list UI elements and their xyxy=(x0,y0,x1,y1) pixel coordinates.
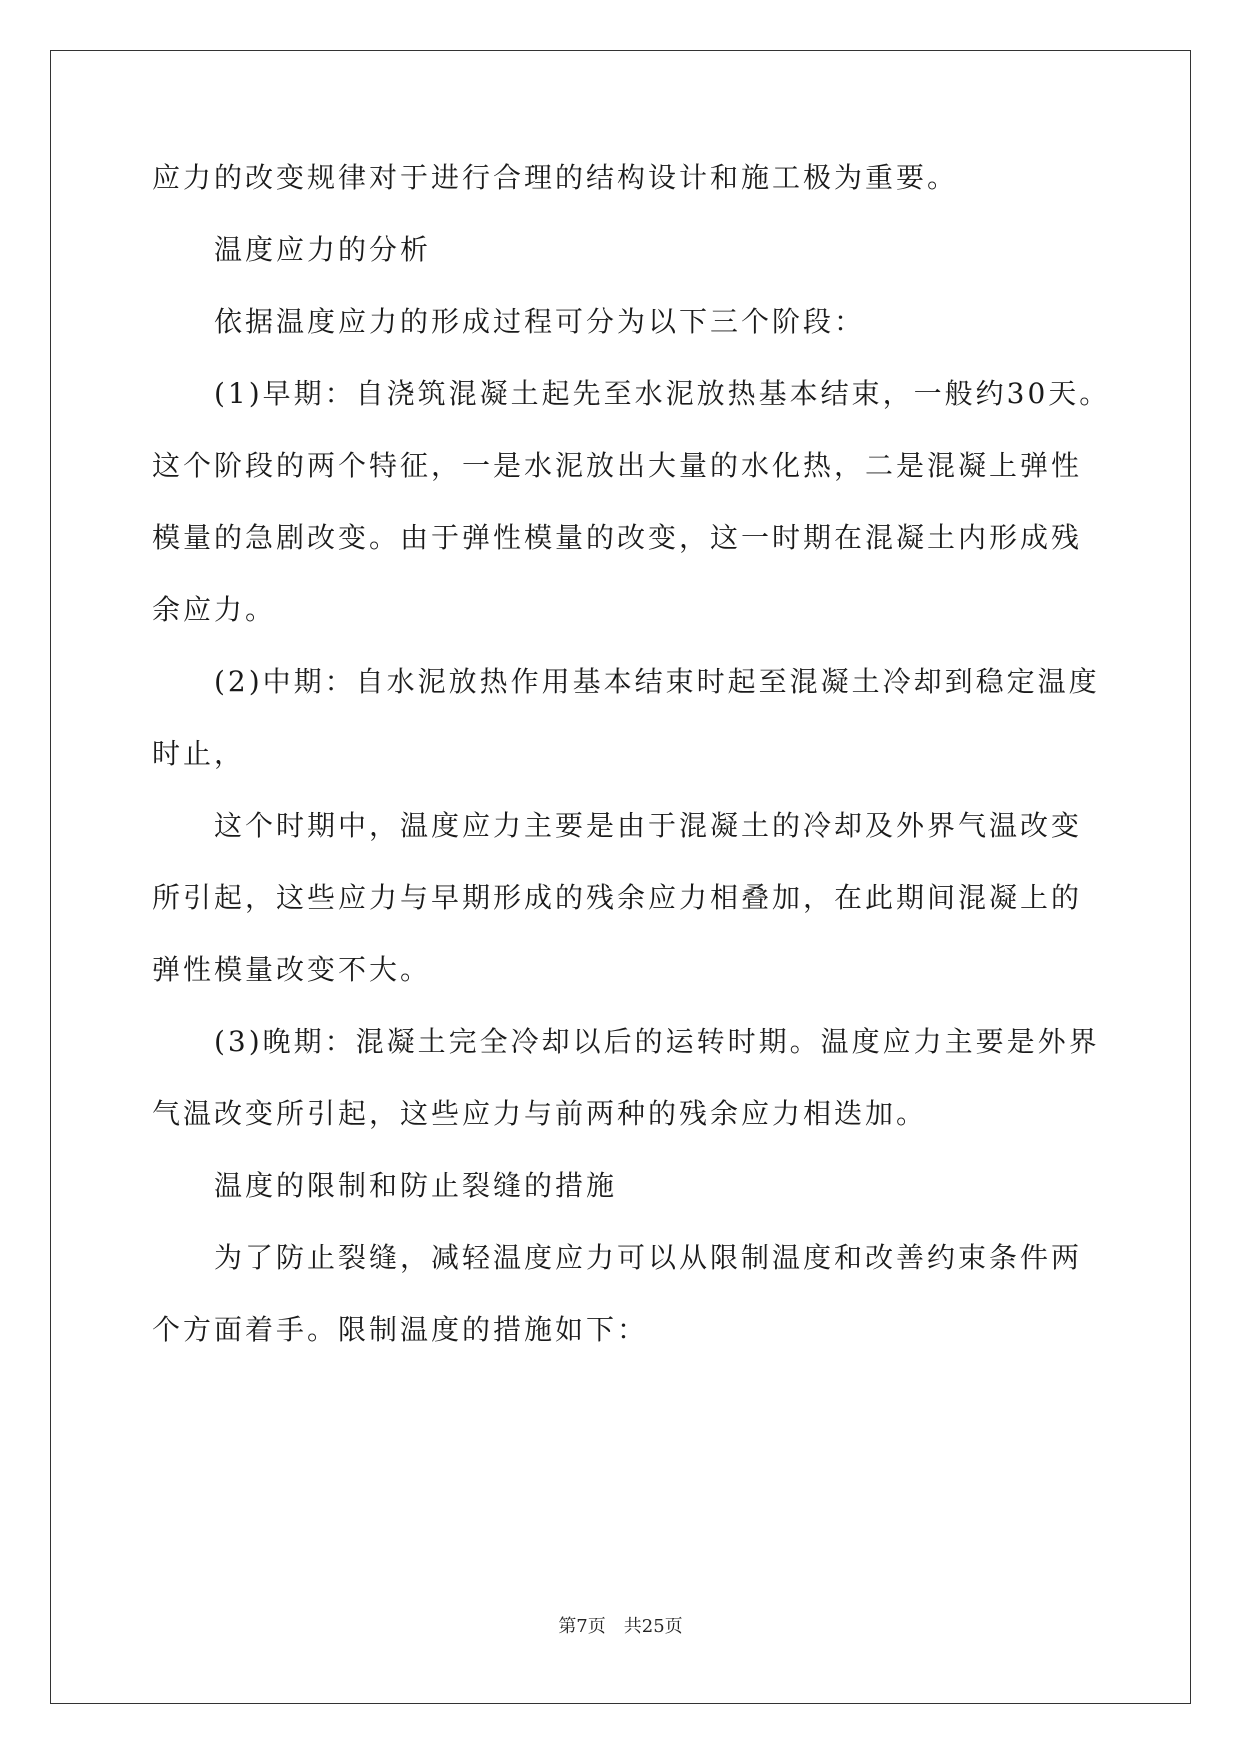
page-frame xyxy=(50,50,1191,1704)
text-line: (3)晚期：混凝土完全冷却以后的运转时期。温度应力主要是外界 xyxy=(214,1025,1100,1058)
text-line: 弹性模量改变不大。 xyxy=(152,953,432,986)
text-line: 这个时期中，温度应力主要是由于混凝土的冷却及外界气温改变 xyxy=(214,809,1083,842)
text-line: 这个阶段的两个特征，一是水泥放出大量的水化热，二是混凝上弹性 xyxy=(152,449,1083,482)
text-line: 所引起，这些应力与早期形成的残余应力相叠加，在此期间混凝上的 xyxy=(152,881,1083,914)
page-number: 第7页 共25页 xyxy=(558,1616,683,1637)
text-line: (2)中期：自水泥放热作用基本结束时起至混凝土冷却到稳定温度 xyxy=(214,665,1100,698)
text-line: 应力的改变规律对于进行合理的结构设计和施工极为重要。 xyxy=(152,161,959,194)
text-line: 依据温度应力的形成过程可分为以下三个阶段： xyxy=(214,305,866,338)
section-heading: 温度的限制和防止裂缝的措施 xyxy=(214,1169,618,1202)
text-line: 模量的急剧改变。由于弹性模量的改变，这一时期在混凝土内形成残 xyxy=(152,521,1083,554)
text-line: (1)早期：自浇筑混凝土起先至水泥放热基本结束，一般约30天。 xyxy=(214,377,1111,410)
text-line: 个方面着手。限制温度的措施如下： xyxy=(152,1313,649,1346)
text-line: 为了防止裂缝，减轻温度应力可以从限制温度和改善约束条件两 xyxy=(214,1241,1083,1274)
text-line: 气温改变所引起，这些应力与前两种的残余应力相迭加。 xyxy=(152,1097,928,1130)
section-heading: 温度应力的分析 xyxy=(214,233,432,266)
text-line: 时止， xyxy=(152,737,246,770)
text-line: 余应力。 xyxy=(152,593,277,626)
